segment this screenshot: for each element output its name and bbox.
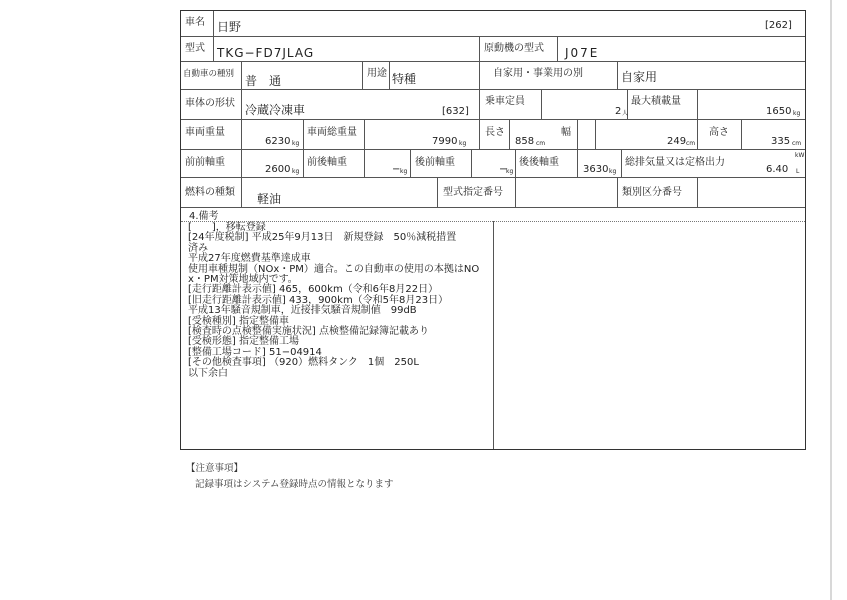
remarks-line: 平成13年騒音規制車，近接排気騒音規制値 99dB bbox=[188, 305, 417, 317]
remarks-line: [24年度税制] 平成25年9月13日 新規登録 50％減税措置 bbox=[188, 232, 457, 244]
rear-front-axle-unit: kg bbox=[506, 168, 514, 175]
front-front-axle-value: 2600 bbox=[265, 164, 291, 175]
car-name-code: [262] bbox=[765, 20, 792, 31]
vehicle-weight-label: 車両重量 bbox=[185, 127, 225, 138]
displacement-unit-l: L bbox=[796, 168, 800, 175]
remarks-title: 4.備考 bbox=[189, 211, 219, 222]
max-load-unit: kg bbox=[793, 110, 801, 117]
body-shape-code: [632] bbox=[442, 106, 469, 117]
remarks-line: [検査時の点検整備実施状況] 点検整備記録簿記載あり bbox=[188, 326, 429, 338]
width-label: 幅 bbox=[561, 127, 571, 138]
vehicle-inspection-record-form bbox=[180, 10, 806, 450]
remarks-line: [受検形態] 指定整備工場 bbox=[188, 336, 299, 348]
displacement-unit-kw: kW bbox=[795, 152, 805, 159]
remarks-line: x・PM対策地域内です。 bbox=[188, 274, 298, 286]
length-label: 長さ bbox=[485, 127, 505, 138]
fuel-type-label: 燃料の種類 bbox=[185, 187, 235, 198]
remarks-line: [整備工場コード] 51−04914 bbox=[188, 346, 322, 358]
designation-number-label: 型式指定番号 bbox=[443, 187, 503, 198]
front-rear-axle-label: 前後軸重 bbox=[307, 157, 347, 168]
rear-front-axle-label: 後前軸重 bbox=[415, 157, 455, 168]
front-front-axle-unit: kg bbox=[292, 168, 300, 175]
use-label: 用途 bbox=[367, 68, 387, 79]
model-type-value: TKG−FD7JLAG bbox=[217, 46, 315, 60]
remarks-line: 使用車種規制（NOx・PM）適合。この自動車の使用の本拠はNO bbox=[188, 263, 480, 275]
engine-type-value: J07E bbox=[565, 46, 600, 60]
front-rear-axle-value: − bbox=[392, 164, 401, 175]
displacement-value: 6.40 bbox=[766, 164, 789, 175]
remarks-line: [走行距離計表示値] 465，600km（令和6年8月22日） bbox=[188, 284, 439, 296]
displacement-label: 総排気量又は定格出力 bbox=[625, 157, 725, 168]
private-business-value: 自家用 bbox=[621, 70, 658, 84]
category-number-label: 類別区分番号 bbox=[622, 187, 682, 198]
front-front-axle-label: 前前軸重 bbox=[185, 157, 225, 168]
height-value: 335 bbox=[771, 136, 791, 147]
model-type-label: 型式 bbox=[185, 43, 205, 54]
width-value: 249 bbox=[667, 136, 687, 147]
vehicle-weight-value: 6230 bbox=[265, 136, 291, 147]
engine-type-label: 原動機の型式 bbox=[484, 43, 544, 54]
height-unit: cm bbox=[792, 140, 802, 147]
rear-front-axle-value: − bbox=[499, 164, 508, 175]
remarks-line: [受検種別] 指定整備車 bbox=[188, 315, 289, 327]
fuel-type-value: 軽油 bbox=[257, 192, 282, 206]
gross-weight-label: 車両総重量 bbox=[307, 127, 357, 138]
front-rear-axle-unit: kg bbox=[400, 168, 408, 175]
width-unit: cm bbox=[686, 140, 696, 147]
vehicle-weight-unit: kg bbox=[292, 140, 300, 147]
max-load-label: 最大積載量 bbox=[631, 96, 681, 107]
body-shape-value: 冷蔵冷凍車 bbox=[245, 103, 306, 117]
length-value: 858 bbox=[515, 136, 535, 147]
capacity-label: 乗車定員 bbox=[485, 96, 525, 107]
rear-rear-axle-unit: kg bbox=[609, 168, 617, 175]
remarks-line: [その他検査事項] （920）燃料タンク 1個 250L bbox=[188, 357, 419, 369]
car-name-value: 日野 bbox=[217, 20, 242, 34]
capacity-value: 2 bbox=[615, 106, 622, 117]
remarks-line: [旧走行距離計表示値] 433，900km（令和5年8月23日） bbox=[188, 294, 449, 306]
rear-rear-axle-value: 3630 bbox=[583, 164, 609, 175]
remarks-body bbox=[188, 223, 498, 379]
gross-weight-unit: kg bbox=[459, 140, 467, 147]
length-unit: cm bbox=[536, 140, 546, 147]
remarks-line: 済み bbox=[188, 242, 208, 254]
body-shape-label: 車体の形状 bbox=[185, 98, 235, 109]
remarks-line: [ ]，移転登録 bbox=[188, 222, 266, 233]
notes-text: 記録事項はシステム登録時点の情報となります bbox=[195, 479, 394, 490]
use-value: 特種 bbox=[392, 72, 417, 86]
height-label: 高さ bbox=[709, 127, 729, 138]
max-load-value: 1650 bbox=[766, 106, 792, 117]
gross-weight-value: 7990 bbox=[432, 136, 458, 147]
vehicle-kind-value: 普 通 bbox=[245, 74, 282, 88]
car-name-label: 車名 bbox=[185, 17, 205, 28]
remarks-line: 以下余白 bbox=[188, 367, 228, 379]
notes-title: 【注意事項】 bbox=[186, 463, 244, 474]
capacity-unit: 人 bbox=[622, 110, 629, 117]
remarks-line: 平成27年度燃費基準達成車 bbox=[188, 253, 311, 265]
vehicle-kind-label: 自動車の種別 bbox=[183, 69, 235, 79]
rear-rear-axle-label: 後後軸重 bbox=[519, 157, 559, 168]
private-business-label: 自家用・事業用の別 bbox=[493, 68, 583, 79]
scan-edge-right bbox=[830, 0, 832, 600]
